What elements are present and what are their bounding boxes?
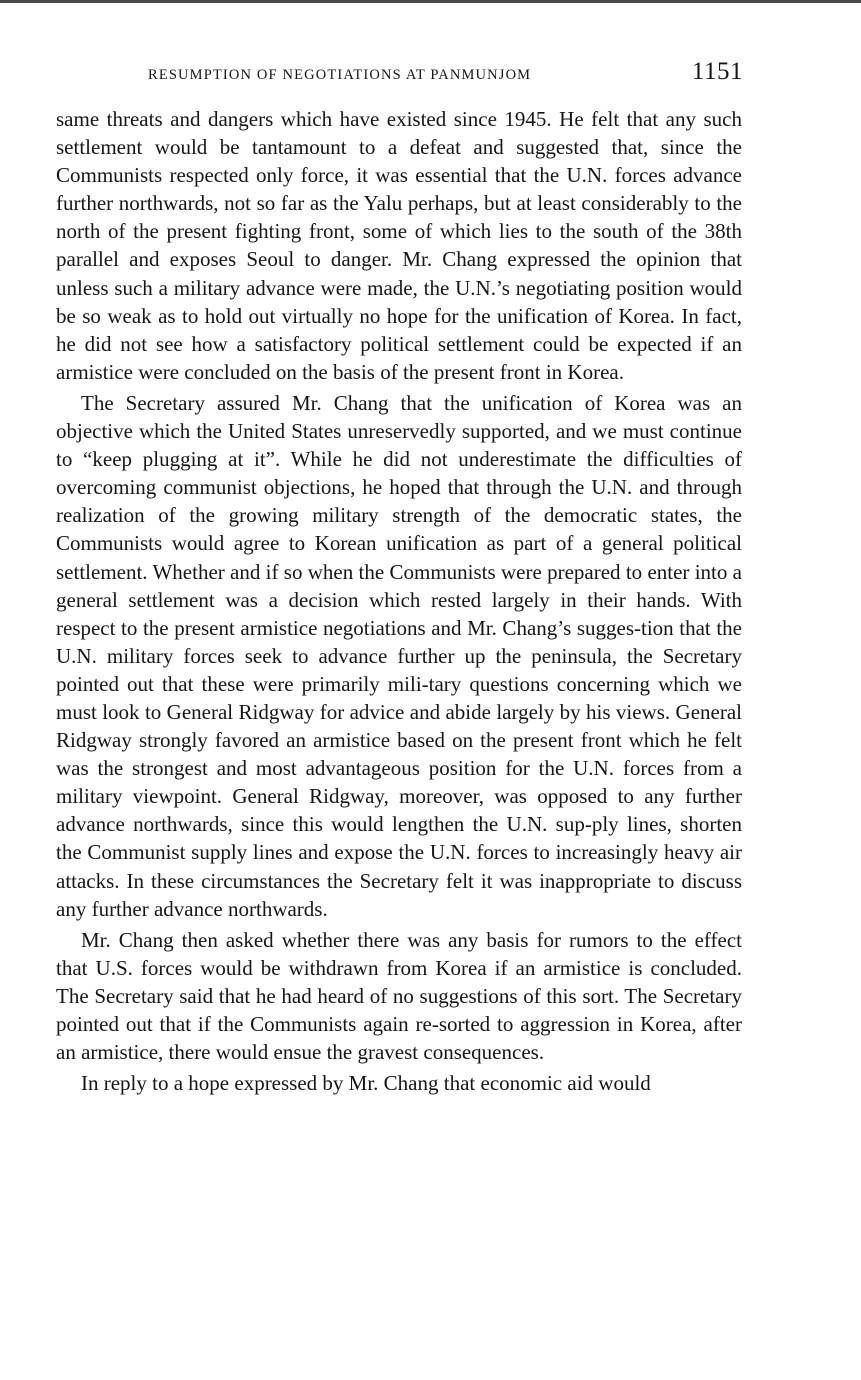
running-head: RESUMPTION OF NEGOTIATIONS AT PANMUNJOM: [148, 67, 532, 83]
page-header: [148, 58, 743, 92]
page-top-edge: [0, 0, 861, 3]
page-number: 1151: [691, 58, 743, 85]
body-text: [56, 105, 742, 1097]
paragraph-secretary-response: The Secretary assured Mr. Chang that the unification of Korea was an objective which the United States unreservedly supported, and we must continue to “keep plugging at it”. While he did not underestimate the difficulties of overcoming communist objections, he hoped that through the U.N. and through realization of the growing military strength of the democratic states, the Communists would agree to Korean unification as part of a general political settlement. Whether and if so when the Communists were prepared to enter into a general settlement was a decision which rested largely in their hands. With respect to the present armistice negotiations and Mr. Chang’s sugges-tion that the U.N. military forces seek to advance further up the peninsula, the Secretary pointed out that these were primarily mili-tary questions concerning which we must look to General Ridgway for advice and abide largely by his views. General Ridgway strongly favored an armistice based on the present front which he felt was the strongest and most advantageous position for the U.N. forces from a military viewpoint. General Ridgway, moreover, was opposed to any further advance northwards, since this would lengthen the U.N. sup-ply lines, shorten the Communist supply lines and expose the U.N. forces to increasingly heavy air attacks. In these circumstances the Secretary felt it was inappropriate to discuss any further advance northwards.: [56, 390, 742, 921]
paragraph-continuation: same threats and dangers which have existed since 1945. He felt that any such settlement would be tantamount to a defeat and suggested that, since the Communists respected only force, it was essential that the U.N. forces advance further northwards, not so far as the Yalu perhaps, but at least considerably to the north of the present fighting front, some of which lies to the south of the 38th parallel and exposes Seoul to danger. Mr. Chang expressed the opinion that unless such a military advance were made, the U.N.’s negotiating position would be so weak as to hold out virtually no hope for the unification of Korea. In fact, he did not see how a satisfactory political settlement could be expected if an armistice were concluded on the basis of the present front in Korea.: [56, 107, 742, 384]
paragraph-economic-aid: In reply to a hope expressed by Mr. Chang that economic aid would: [81, 1071, 651, 1096]
paragraph-withdrawal-rumors: Mr. Chang then asked whether there was any basis for rumors to the effect that U.S. forces would be withdrawn from Korea if an armistice is concluded. The Secretary said that he had heard of no suggestions of this sort. The Secretary pointed out that if the Communists again re-sorted to aggression in Korea, after an armistice, there would ensue the gravest consequences.: [56, 927, 742, 1065]
